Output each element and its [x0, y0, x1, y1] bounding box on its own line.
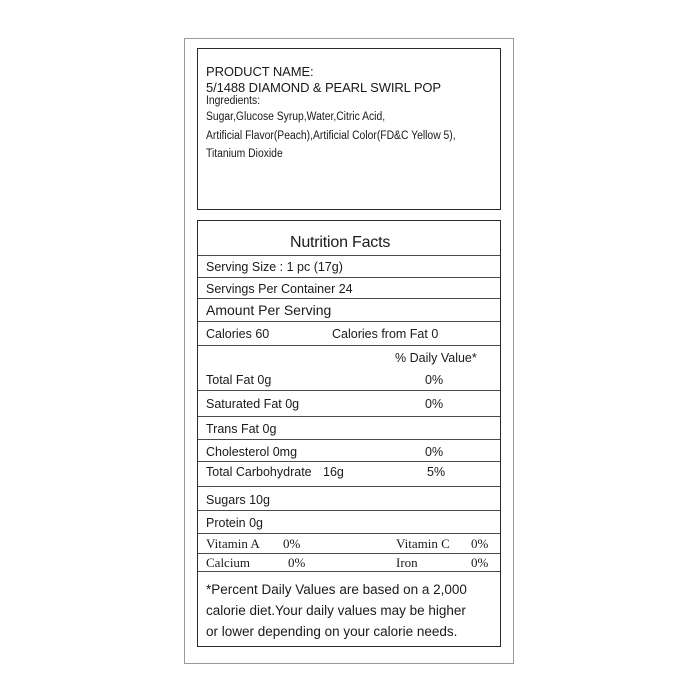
nutrient-dv: 5% [427, 465, 446, 479]
footnote-line: or lower depending on your calorie needs. [206, 624, 458, 639]
minerals-row [198, 554, 500, 572]
serving-size: Serving Size : 1 pc (17g) [206, 260, 343, 274]
nutrient-name: Sugars 10g [206, 493, 270, 507]
nutrition-facts-panel [197, 220, 501, 647]
product-name-label: PRODUCT NAME: [206, 64, 314, 79]
calcium: Calcium [206, 555, 251, 570]
calories-row [198, 322, 500, 346]
servings-per-container-row [198, 278, 500, 299]
nutrient-dv: 0% [425, 397, 444, 411]
nutrient-name: Protein 0g [206, 516, 263, 530]
ingredients-line: Sugar,Glucose Syrup,Water,Citric Acid, [206, 111, 386, 123]
calories-from-fat: Calories from Fat 0 [332, 327, 439, 341]
amount-per-serving: Amount Per Serving [206, 302, 332, 318]
product-info-box [197, 48, 501, 210]
vitamin-c-value: 0% [471, 536, 489, 551]
serving-size-row [198, 256, 500, 278]
nutrient-name: Trans Fat 0g [206, 422, 277, 436]
ingredients-line: Titanium Dioxide [206, 148, 283, 160]
calories: Calories 60 [206, 327, 270, 341]
ingredients-label: Ingredients: [206, 95, 261, 107]
footnote-line: *Percent Daily Values are based on a 2,000 [206, 582, 467, 597]
nutrition-title-row [198, 221, 500, 256]
total-fat-row [198, 346, 500, 391]
vitamin-a-value: 0% [283, 536, 301, 551]
vitamin-a: Vitamin A [206, 536, 260, 551]
nutrient-dv: 0% [425, 445, 444, 459]
footnote-line: calorie diet.Your daily values may be higher [206, 603, 466, 618]
nutrient-amount: 16g [323, 465, 344, 479]
nutrient-name: Total Carbohydrate [206, 465, 312, 479]
calcium-value: 0% [288, 555, 306, 570]
trans-fat-row [198, 417, 500, 440]
vitamins-row [198, 534, 500, 554]
cholesterol-row [198, 440, 500, 462]
footnote [206, 579, 467, 642]
amount-per-serving-row [198, 299, 500, 322]
servings-per-container: Servings Per Container 24 [206, 282, 353, 296]
total-carbohydrate-row [198, 462, 500, 487]
nutrient-name: Saturated Fat 0g [206, 397, 300, 411]
product-name: 5/1488 DIAMOND & PEARL SWIRL POP [206, 80, 441, 95]
protein-row [198, 511, 500, 534]
nutrient-dv: 0% [425, 373, 444, 387]
sugars-row [198, 487, 500, 511]
iron: Iron [396, 555, 418, 570]
nutrition-title: Nutrition Facts [290, 234, 391, 251]
nutrient-name: Total Fat 0g [206, 373, 272, 387]
vitamin-c: Vitamin C [396, 536, 450, 551]
daily-value-header: % Daily Value* [395, 351, 477, 365]
saturated-fat-row [198, 391, 500, 417]
iron-value: 0% [471, 555, 489, 570]
ingredients-line: Artificial Flavor(Peach),Artificial Color(FD&C Yellow 5), [206, 129, 456, 142]
nutrient-name: Cholesterol 0mg [206, 445, 298, 459]
